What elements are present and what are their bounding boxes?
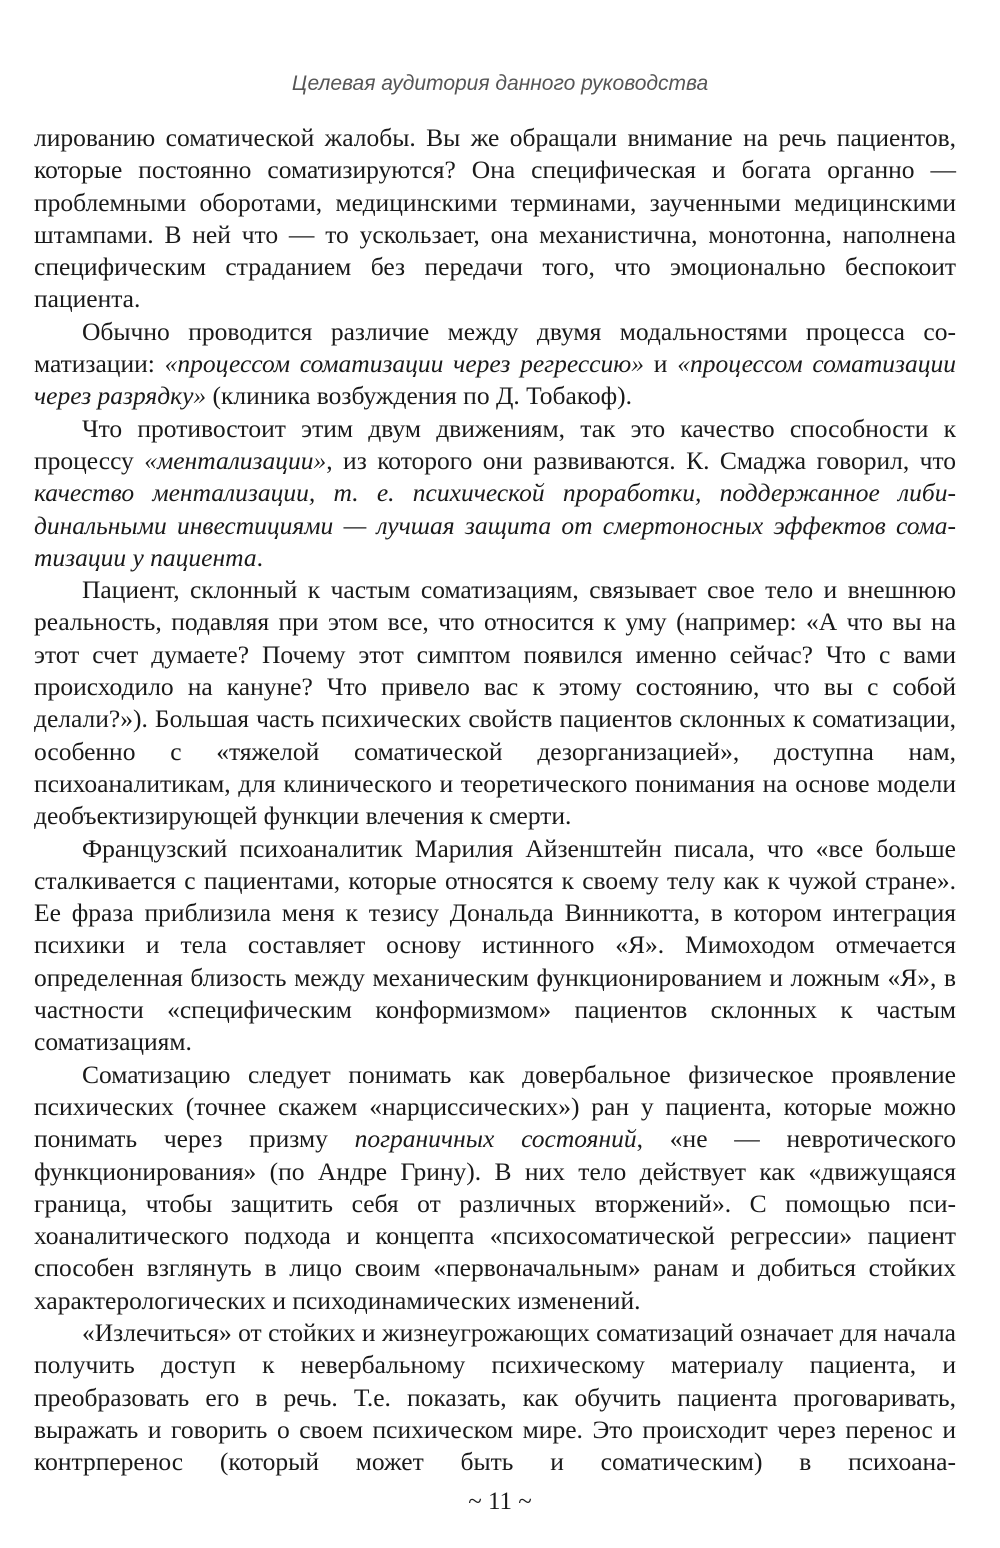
text-run: Пациент, склонный к частым соматизациям, связывает свое тело и внешнюю реальность, подавляя при этом все, что относится к уму (например: «А что вы на этот счет думаете? Почему этот симптом появился именно сейчас? Что с вами происходило на кануне? Что привело вас к этому состоянию, что вы с собой делали?»). Большая часть психических свойств пациентов склонных к соматизации, особенно с «тяжелой соматической дезорганизацией», доступна нам, психоаналитикам, для клинического и теоретического понимания на основе модели деобъектизирующей функции влечения к смерти.: [34, 575, 956, 831]
italic-run: «процессом соматизации через регрессию»: [164, 349, 644, 379]
text-run: , из которого они развиваются. К. Смаджа говорил, что: [326, 445, 956, 475]
italic-run: «процессом соматизации через разрядку»: [34, 349, 956, 411]
text-run: и: [643, 349, 678, 379]
text-run: лированию соматической жалобы. Вы же обращали внимание на речь пациентов, которые постоянно соматизируются? Она специфическая и богата органно — проблемными оборотами, медицинскими терминами, заученными медицинскими штампами. В ней что — то ускользает, она механистична, монотонна, наполнена специфическим страданием без передачи того, что эмоционально беспокоит пациента.: [34, 123, 956, 314]
italic-run: пограничных состояний: [354, 1124, 637, 1154]
text-run: (клиника возбуждения по Д. Тобакоф).: [206, 381, 633, 411]
paragraph-6: [34, 1059, 956, 1317]
text-run: .: [256, 542, 264, 572]
page-number: ~ 11 ~: [468, 1488, 532, 1515]
paragraph-3: [34, 413, 956, 574]
italic-run: качество ментализации, т. е. психической проработки, поддержанное либидинальными инвестициями — лучшая защита от смертоносных эффектов соматизации у пациента: [34, 478, 956, 572]
body-text: [34, 122, 956, 1478]
paragraph-1: [34, 122, 956, 316]
running-header: Целевая аудитория данного руководства: [291, 72, 709, 95]
italic-run: «ментализации»: [144, 445, 327, 475]
paragraph-7: [34, 1317, 956, 1478]
text-run: Французский психоаналитик Марилия Айзенштейн писала, что «все больше сталкивается с пациентами, которые относятся к своему телу как к чужой стране». Ее фраза приблизила меня к тезису Дональда Винникотта, в котором интеграция психики и тела составляет основу истинного «Я». Мимоходом отмечается определенная близость между механическим функционированием и ложным «Я», в частности «специфическим конформизмом» пациентов склонных к частым соматизациям.: [34, 833, 956, 1057]
text-run: «Излечиться» от стойких и жизнеугрожающих соматизаций означает для начала получить доступ к невербальному психическому материалу пациента, и преобразовать его в речь. Т.е. показать, как обучить пациента проговаривать, выражать и говорить о своем психическом мире. Это происходит через перенос и контрперенос (который может быть и соматическим) в психоана-: [34, 1317, 956, 1477]
paragraph-2: [34, 316, 956, 413]
text-run: Соматизацию следует понимать как довербальное физическое проявление психических (точнее скажем «нарциссических») ран у пациента, которые можно понимать через призму: [34, 1059, 956, 1154]
paragraph-4: [34, 574, 956, 832]
paragraph-5: [34, 833, 956, 1059]
text-run: Что противостоит этим двум движениям, так это качество способности к процессу: [34, 413, 956, 475]
text-run: , «не — невротического функционирования» (по Андре Грину). В них тело действует как «движущаяся граница, чтобы защитить себя от различных вторжений». С помощью психоаналитического подхода и концепта «психосоматической регрессии» пациент способен взглянуть в лицо своим «первоначальным» ранам и добиться стойких характерологических и психодинамических изменений.: [34, 1124, 956, 1315]
text-run: Обычно проводится различие между двумя модальностями процесса соматизации:: [34, 316, 956, 379]
